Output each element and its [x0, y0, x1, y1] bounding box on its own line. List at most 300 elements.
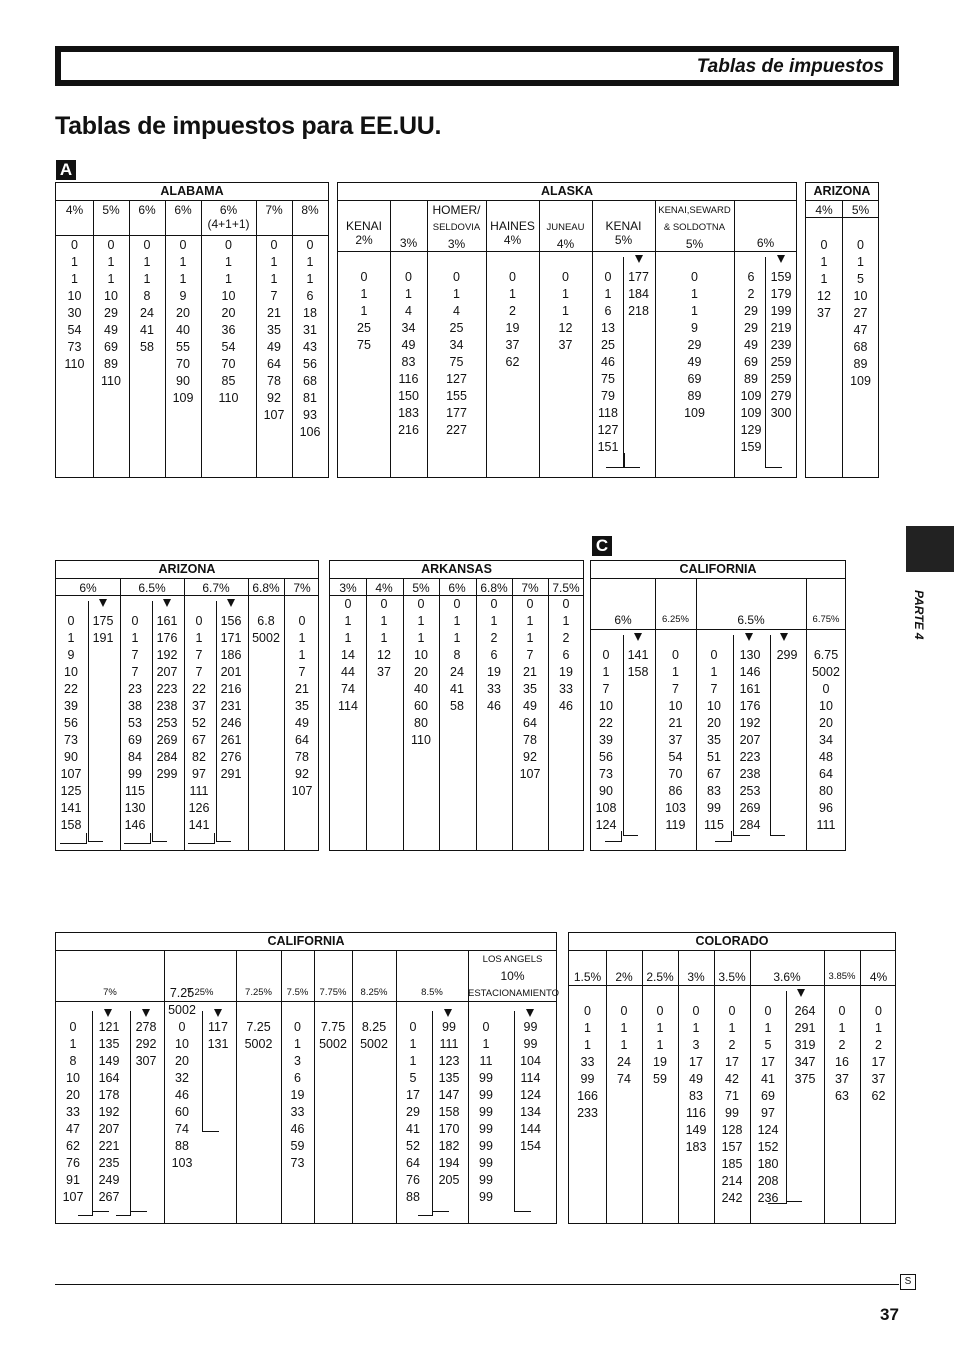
value-cell: 107 — [291, 784, 313, 798]
value-cell: 10 — [414, 648, 428, 662]
value-cell: 64 — [295, 733, 309, 747]
value-column — [512, 596, 548, 783]
value-cell: 97 — [761, 1106, 775, 1120]
value-cell: 33 — [487, 682, 501, 696]
column-header: 4% — [869, 970, 888, 984]
value-cell: 1 — [380, 614, 388, 628]
column-header: 6% — [138, 203, 156, 217]
header-line: JUNEAU — [546, 222, 585, 233]
value-cell: 5002 — [252, 631, 280, 645]
value-cell: 1 — [131, 631, 139, 645]
value-cell: 52 — [192, 716, 206, 730]
value-cell: 1 — [298, 631, 306, 645]
value-cell: 44 — [341, 665, 355, 679]
value-cell: 40 — [176, 323, 190, 337]
arizona-table-b — [55, 560, 319, 851]
value-cell: 35 — [267, 323, 281, 337]
value-cell: 37 — [817, 306, 831, 320]
value-cell: 43 — [303, 340, 317, 354]
value-cell: 207 — [739, 733, 761, 747]
value-cell: 42 — [725, 1072, 739, 1086]
value-cell: 109 — [740, 389, 762, 403]
value-cell: 284 — [739, 818, 761, 832]
value-cell: 0 — [672, 648, 679, 662]
value-column — [468, 1019, 504, 1206]
carry-bracket — [92, 1011, 109, 1212]
column-header: 6% — [79, 581, 97, 595]
value-cell: 54 — [221, 340, 236, 354]
arizona-table-a — [805, 182, 879, 478]
value-cell: 231 — [220, 699, 242, 713]
value-cell: 78 — [267, 374, 281, 388]
value-cell: 1 — [820, 272, 828, 286]
value-cell: 127 — [446, 372, 467, 386]
value-cell: 347 — [794, 1055, 816, 1069]
value-cell: 7 — [298, 665, 306, 679]
value-cell: 0 — [380, 597, 388, 611]
value-cell: 1 — [453, 614, 461, 628]
value-cell: 20 — [707, 716, 721, 730]
column-header: 6.75% — [812, 614, 840, 625]
value-cell: 2 — [875, 1038, 882, 1052]
header-line: ESTACIONAMIENTO — [468, 988, 559, 999]
value-cell: 216 — [398, 423, 419, 437]
california-table-a — [590, 560, 846, 851]
value-cell: 107 — [263, 408, 285, 422]
value-cell: 166 — [577, 1089, 598, 1103]
value-cell: 159 — [740, 440, 762, 454]
carry-bracket — [152, 601, 167, 842]
value-cell: 1 — [143, 255, 151, 269]
column-header: 5% — [412, 581, 430, 595]
value-cell: 83 — [401, 355, 416, 369]
value-cell: 41 — [450, 682, 464, 696]
value-cell: 60 — [414, 699, 428, 713]
section-c-badge: C — [592, 536, 612, 556]
footer-code: S — [900, 1274, 916, 1290]
value-cell: 49 — [523, 699, 537, 713]
value-cell: 1 — [820, 255, 828, 269]
value-cell: 74 — [617, 1072, 631, 1086]
value-cell: 2 — [562, 631, 570, 645]
value-cell: 177 — [446, 406, 467, 420]
value-cell: 7 — [131, 648, 139, 662]
value-cell: 179 — [770, 287, 792, 301]
value-cell: 201 — [220, 665, 242, 679]
value-cell: 19 — [505, 321, 520, 335]
column-header: 6% — [174, 203, 192, 217]
value-cell: 149 — [98, 1054, 120, 1068]
value-cell: 37 — [558, 338, 573, 352]
value-cell: 17 — [871, 1055, 886, 1069]
value-cell: 46 — [601, 355, 615, 369]
carry-bracket — [606, 453, 625, 468]
column-header: 3.6% — [773, 970, 801, 984]
title-rule — [56, 200, 328, 201]
value-cell: 6 — [562, 648, 570, 662]
column-header: 6% — [614, 613, 632, 627]
value-cell: 91 — [66, 1173, 80, 1187]
value-column — [165, 237, 201, 407]
header-line: 3% — [447, 237, 466, 251]
value-cell: 7 — [710, 682, 718, 696]
value-cell: 90 — [176, 374, 190, 388]
column-header: 6.5% — [737, 613, 765, 627]
value-cell: 99 — [479, 1088, 493, 1102]
value-cell: 37 — [668, 733, 683, 747]
value-cell: 7 — [526, 648, 534, 662]
value-cell: 1 — [306, 272, 314, 286]
value-cell: 0 — [490, 597, 498, 611]
value-cell: 375 — [794, 1072, 816, 1086]
column-header — [655, 202, 734, 253]
value-cell: 54 — [67, 323, 82, 337]
value-cell: 33 — [66, 1105, 80, 1119]
value-cell: 107 — [62, 1190, 84, 1204]
value-cell: 1 — [344, 614, 352, 628]
value-cell: 69 — [761, 1089, 775, 1103]
value-cell: 117 — [208, 1020, 228, 1034]
value-cell: 0 — [306, 238, 314, 252]
value-cell: 1 — [294, 1037, 301, 1051]
value-cell: 18 — [303, 306, 317, 320]
carry-bracket — [188, 833, 215, 844]
value-column — [93, 237, 129, 390]
column-header — [539, 219, 592, 253]
column-header: 5% — [851, 203, 870, 217]
value-cell: 238 — [156, 699, 178, 713]
value-column — [184, 613, 214, 834]
value-cell: 216 — [220, 682, 242, 696]
value-cell: 191 — [92, 631, 114, 645]
value-cell: 146 — [124, 818, 146, 832]
value-cell: 1 — [490, 614, 498, 628]
value-cell: 68 — [303, 374, 317, 388]
value-cell: 144 — [520, 1122, 541, 1136]
value-cell: 1 — [656, 1038, 664, 1052]
value-cell: 278 — [135, 1020, 157, 1034]
value-cell: 116 — [686, 1106, 706, 1120]
value-cell: 25 — [449, 321, 464, 335]
value-cell: 154 — [520, 1139, 541, 1153]
value-cell: 1 — [360, 287, 368, 301]
value-cell: 1 — [620, 1038, 628, 1052]
value-cell: 134 — [520, 1105, 541, 1119]
value-cell: 1 — [195, 631, 203, 645]
value-cell: 49 — [689, 1072, 703, 1086]
value-cell: 10 — [668, 699, 683, 713]
value-cell: 6 — [747, 270, 755, 284]
value-cell: 300 — [770, 406, 792, 420]
value-column — [750, 1003, 786, 1207]
value-cell: 150 — [398, 389, 419, 403]
value-cell: 261 — [220, 733, 242, 747]
value-cell: 17 — [725, 1055, 739, 1069]
value-cell: 70 — [221, 357, 236, 371]
value-cell: 1 — [417, 614, 425, 628]
value-cell: 176 — [739, 699, 761, 713]
value-cell: 49 — [295, 716, 309, 730]
value-cell: 69 — [744, 355, 758, 369]
value-cell: 0 — [656, 1004, 664, 1018]
value-cell: 107 — [519, 767, 541, 781]
value-cell: 0 — [344, 597, 352, 611]
value-cell: 0 — [131, 614, 139, 628]
value-cell: 20 — [66, 1088, 80, 1102]
value-cell: 0 — [562, 597, 570, 611]
value-column — [594, 269, 622, 456]
value-column — [248, 613, 284, 647]
value-cell: 52 — [406, 1139, 420, 1153]
value-cell: 223 — [156, 682, 178, 696]
value-cell: 111 — [816, 818, 836, 832]
column-header: 7.25% — [186, 987, 214, 998]
value-cell: 0 — [584, 1004, 591, 1018]
colorado-table — [568, 932, 896, 1224]
value-cell: 1 — [409, 1054, 417, 1068]
value-cell: 54 — [668, 750, 683, 764]
value-cell: 0 — [360, 270, 368, 284]
column-header: 3% — [399, 236, 418, 250]
value-cell: 84 — [128, 750, 142, 764]
value-cell: 103 — [665, 801, 686, 815]
column-header: 3.85% — [828, 971, 856, 982]
value-cell: 111 — [189, 784, 209, 798]
value-column — [427, 269, 486, 439]
value-cell: 22 — [64, 682, 78, 696]
column-header: 7.5% — [552, 581, 580, 595]
value-cell: 135 — [438, 1071, 460, 1085]
header-rule — [591, 629, 845, 630]
value-cell: 1 — [225, 255, 232, 269]
value-cell: 141 — [188, 818, 210, 832]
value-cell: 124 — [520, 1088, 541, 1102]
value-cell: 0 — [409, 1020, 417, 1034]
value-cell: 7 — [270, 289, 278, 303]
column-header: 5% — [102, 203, 120, 217]
value-column — [569, 1003, 606, 1122]
value-cell: 1 — [179, 272, 187, 286]
value-cell: 10 — [707, 699, 721, 713]
value-cell: 279 — [770, 389, 792, 403]
value-cell: 82 — [192, 750, 206, 764]
value-cell: 1 — [360, 304, 368, 318]
value-cell: 63 — [835, 1089, 849, 1103]
value-cell: 0 — [604, 270, 612, 284]
value-column — [642, 1003, 678, 1088]
value-cell: 155 — [446, 389, 467, 403]
value-cell: 55 — [176, 340, 190, 354]
value-cell: 70 — [176, 357, 190, 371]
value-cell: 109 — [172, 391, 194, 405]
value-cell: 20 — [414, 665, 428, 679]
value-cell: 14 — [341, 648, 355, 662]
column-header: KENAI 5% — [605, 219, 642, 247]
value-cell: 158 — [627, 665, 649, 679]
value-cell: 74 — [175, 1122, 189, 1136]
value-cell: 161 — [739, 682, 761, 696]
value-cell: 40 — [414, 682, 428, 696]
value-column — [281, 1019, 314, 1172]
value-cell: 192 — [98, 1105, 120, 1119]
value-column — [655, 647, 696, 834]
value-cell: 16 — [835, 1055, 849, 1069]
column-header: 6.5% — [138, 581, 166, 595]
value-cell: 90 — [599, 784, 613, 798]
value-cell: 0 — [728, 1004, 736, 1018]
table-title: CALIFORNIA — [679, 562, 757, 576]
value-cell: 62 — [66, 1139, 80, 1153]
value-cell: 307 — [135, 1054, 157, 1068]
value-cell: 0 — [820, 238, 828, 252]
value-cell: 67 — [707, 767, 721, 781]
value-cell: 0 — [710, 648, 718, 662]
value-cell: 49 — [687, 355, 702, 369]
value-cell: 2 — [509, 304, 516, 318]
value-cell: 199 — [770, 304, 792, 318]
value-cell: 2 — [490, 631, 498, 645]
value-cell: 0 — [67, 614, 75, 628]
value-column — [284, 613, 320, 800]
value-cell: 7.25 — [246, 1020, 271, 1034]
value-cell: 99 — [580, 1072, 595, 1086]
value-cell: 1 — [69, 1037, 77, 1051]
value-cell: 96 — [819, 801, 833, 815]
value-cell: 32 — [175, 1071, 189, 1085]
value-column — [539, 269, 592, 354]
value-cell: 5 — [764, 1038, 772, 1052]
value-cell: 1 — [562, 304, 569, 318]
page-number: 37 — [880, 1305, 899, 1324]
value-cell: 30 — [67, 306, 82, 320]
table-title: COLORADO — [695, 934, 769, 948]
value-cell: 49 — [104, 323, 118, 337]
value-cell: 48 — [819, 750, 833, 764]
header-line: 5% — [685, 237, 704, 251]
column-header: 8% — [301, 203, 319, 217]
value-cell: 56 — [599, 750, 613, 764]
value-cell: 269 — [156, 733, 178, 747]
value-cell: 75 — [449, 355, 464, 369]
value-cell: 12 — [377, 648, 391, 662]
column-header: 7% — [265, 203, 283, 217]
value-cell: 7 — [131, 665, 139, 679]
value-cell: 0 — [838, 1004, 846, 1018]
value-cell: 106 — [299, 425, 321, 439]
value-cell: 1 — [107, 255, 115, 269]
value-cell: 34 — [449, 338, 464, 352]
value-cell: 1 — [838, 1021, 846, 1035]
value-cell: 214 — [721, 1174, 743, 1188]
value-cell: 1 — [71, 272, 78, 286]
value-cell: 5 — [409, 1071, 417, 1085]
value-cell: 10 — [599, 699, 613, 713]
california-table-b — [55, 932, 557, 1224]
value-cell: 267 — [98, 1190, 120, 1204]
value-cell: 299 — [156, 767, 178, 781]
value-cell: 4 — [453, 304, 460, 318]
value-cell: 0 — [602, 648, 610, 662]
column-header: 6.8% — [252, 581, 280, 595]
value-cell: 10 — [853, 289, 868, 303]
value-cell: 114 — [338, 699, 358, 713]
value-cell: 0 — [225, 238, 232, 252]
value-cell: 0 — [69, 1020, 77, 1034]
value-cell: 1 — [584, 1021, 591, 1035]
value-cell: 51 — [707, 750, 721, 764]
value-cell: 81 — [303, 391, 317, 405]
value-cell: 13 — [601, 321, 615, 335]
value-cell: 99 — [442, 1020, 456, 1034]
value-cell: 73 — [599, 767, 613, 781]
value-cell: 1 — [562, 287, 569, 301]
value-cell: 1 — [453, 631, 461, 645]
value-cell: 78 — [295, 750, 309, 764]
value-cell: 47 — [853, 323, 868, 337]
value-cell: 25 — [601, 338, 615, 352]
value-cell: 219 — [770, 321, 792, 335]
value-cell: 110 — [411, 733, 431, 747]
value-cell: 73 — [67, 340, 82, 354]
column-header: HAINES 4% — [490, 219, 535, 247]
value-cell: 111 — [439, 1037, 459, 1051]
value-column — [120, 613, 150, 834]
value-cell: 0 — [526, 597, 534, 611]
value-column — [591, 647, 621, 834]
value-cell: 0 — [405, 270, 412, 284]
value-cell: 41 — [761, 1072, 775, 1086]
value-cell: 69 — [687, 372, 702, 386]
value-cell: 88 — [175, 1139, 189, 1153]
value-cell: 17 — [761, 1055, 775, 1069]
column-header: 2.5% — [646, 970, 674, 984]
carry-bracket — [116, 1205, 131, 1216]
value-cell: 259 — [770, 372, 792, 386]
value-column — [396, 1019, 430, 1206]
value-cell: 0 — [857, 238, 864, 252]
value-cell: 29 — [406, 1105, 420, 1119]
value-cell: 53 — [128, 716, 142, 730]
value-cell: 227 — [446, 423, 467, 437]
value-cell: 0 — [270, 238, 278, 252]
header-line: 10% — [500, 969, 525, 983]
carry-bracket — [202, 1011, 219, 1132]
value-cell: 7 — [195, 665, 203, 679]
value-cell: 114 — [520, 1071, 541, 1085]
table-title: ARIZONA — [158, 562, 216, 576]
value-cell: 156 — [220, 614, 242, 628]
page-title: Tablas de impuestos para EE.UU. — [55, 112, 442, 140]
value-cell: 6.8 — [257, 614, 275, 628]
value-cell: 64 — [406, 1156, 420, 1170]
value-column — [256, 237, 292, 424]
value-cell: 37 — [871, 1072, 886, 1086]
carry-bracket — [768, 1193, 787, 1204]
column-header: 6.8% — [480, 581, 508, 595]
value-cell: 5002 — [319, 1037, 347, 1051]
value-cell: 89 — [687, 389, 702, 403]
value-cell: 17 — [406, 1088, 420, 1102]
side-tab — [906, 526, 954, 572]
value-column — [292, 237, 328, 441]
value-cell: 68 — [853, 340, 868, 354]
value-cell: 10 — [66, 1071, 80, 1085]
value-cell: 238 — [739, 767, 761, 781]
value-cell: 67 — [192, 733, 206, 747]
value-column — [338, 269, 390, 354]
header-line: & SOLDOTNA — [663, 222, 726, 233]
value-cell: 89 — [744, 372, 758, 386]
